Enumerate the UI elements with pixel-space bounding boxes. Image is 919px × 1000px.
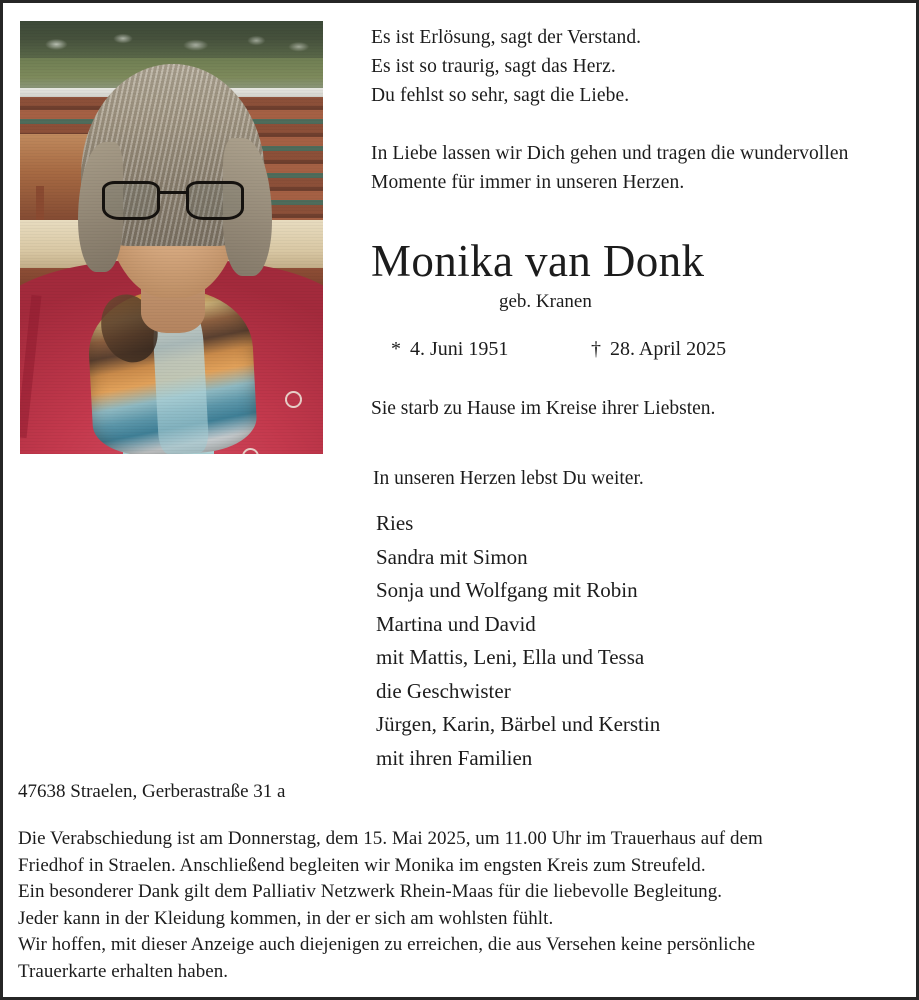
birth-star-icon: * [391,338,401,360]
life-dates [371,335,901,363]
list-item: Jürgen, Karin, Bärbel und Kerstin [376,712,661,736]
lead-block [371,139,901,197]
text-column [371,23,901,775]
footer-information [18,826,908,985]
list-item: Sandra mit Simon [376,544,528,569]
maiden-name: geb. Kranen [499,291,592,312]
list-item: mit Mattis, Leni, Ella und Tessa [376,645,645,669]
death-cross-icon: † [591,338,601,360]
death-date-group [591,335,726,363]
memorial-line: In unseren Herzen lebst Du weiter. [373,468,644,489]
list-item: Martina und David [376,611,536,636]
photo-background-trees [20,21,323,60]
photo-eyeglasses [102,181,244,220]
photo-lens-right [186,181,244,220]
birth-date-group [371,335,591,363]
photo-jacket-snap [285,391,302,408]
footer-line: Friedhof in Straelen. Anschließend begleiten wir Monika im engsten Kreis zum Streufeld. [18,854,706,876]
footer-line: Jeder kann in der Kleidung kommen, in der er sich am wohlsten fühlt. [18,907,554,929]
verse-line: Du fehlst so sehr, sagt die Liebe. [371,85,630,106]
verse-block [371,23,901,110]
footer-line: Ein besonderer Dank gilt dem Palliativ Netzwerk Rhein-Maas für die liebevolle Begleitung. [18,881,723,902]
photo-jacket-snap [242,448,259,454]
portrait-photo [20,21,323,454]
lead-line: Momente für immer in unseren Herzen. [371,172,685,193]
birth-date: 4. Juni 1951 [410,338,509,360]
list-item: Sonja und Wolfgang mit Robin [376,578,638,602]
name-block [371,235,901,363]
list-item: Ries [376,511,414,535]
portrait-photo-image [20,21,323,454]
footer-line: Trauerkarte erhalten haben. [18,960,229,982]
death-date: 28. April 2025 [610,338,727,360]
address-line: 47638 Straelen, Gerberastraße 31 a [18,781,286,802]
family-list [371,507,901,775]
lead-line: In Liebe lassen wir Dich gehen und tragen die wundervollen [371,143,849,164]
verse-line: Es ist Erlösung, sagt der Verstand. [371,27,642,48]
photo-lens-left [102,181,160,220]
list-item: mit ihren Familien [376,745,533,770]
verse-line: Es ist so traurig, sagt das Herz. [371,56,616,77]
list-item: die Geschwister [376,678,511,703]
photo-lens-bridge [160,191,186,194]
death-place-line: Sie starb zu Hause im Kreise ihrer Liebsten. [371,398,716,419]
footer-line: Die Verabschiedung ist am Donnerstag, dem 15. Mai 2025, um 11.00 Uhr im Trauerhaus auf dem [18,828,763,849]
footer-line: Wir hoffen, mit dieser Anzeige auch diejenigen zu erreichen, die aus Versehen keine persönliche [18,934,756,955]
deceased-name: Monika van Donk [371,236,705,286]
upper-section [3,3,916,770]
